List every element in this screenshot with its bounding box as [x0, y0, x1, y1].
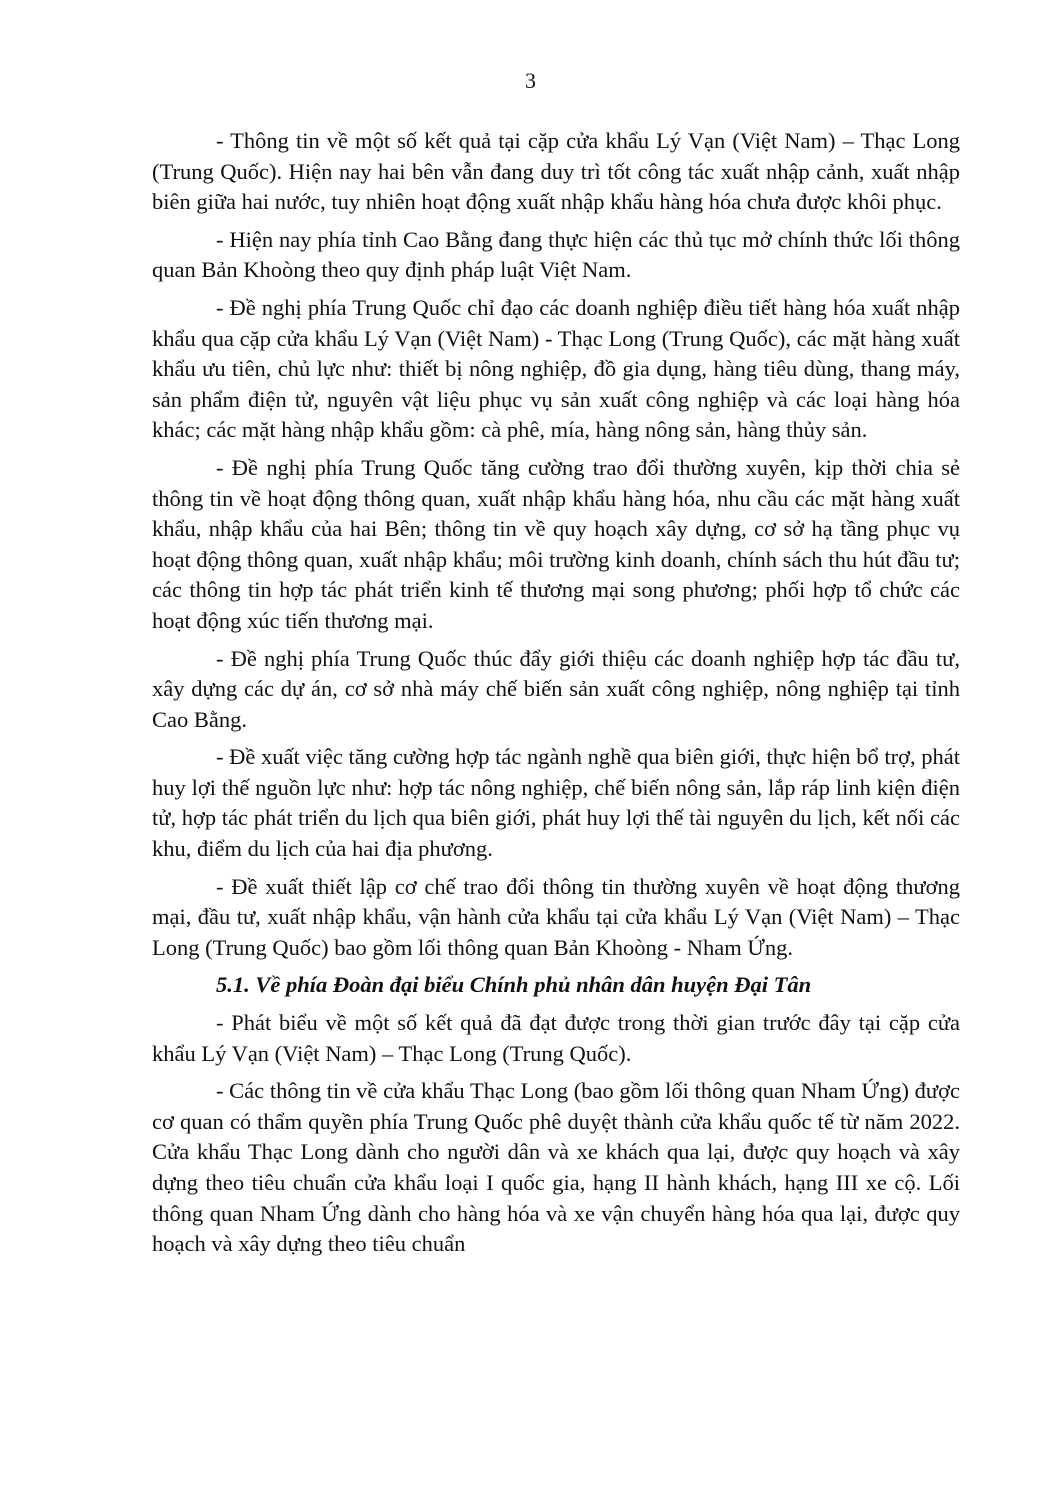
paragraph-cross-border-cooperation-proposal: - Đề xuất việc tăng cường hợp tác ngành nghề qua biên giới, thực hiện bổ trợ, phát huy lợi thế nguồn lực như: hợp tác nông nghiệp, chế biến nông sản, lắp ráp linh kiện điện tử, hợp tác phát triển du lịch qua biên giới, phát huy lợi thế tài nguyên du lịch, kết nối các khu, điểm du lịch của hai địa phương. — [152, 744, 960, 862]
paragraph-goods-regulation-request: - Đề nghị phía Trung Quốc chỉ đạo các doanh nghiệp điều tiết hàng hóa xuất nhập khẩu qua cặp cửa khẩu Lý Vạn (Việt Nam) - Thạc Long (Trung Quốc), các mặt hàng xuất khẩu ưu tiên, chủ lực như: thiết bị nông nghiệp, đồ gia dụng, hàng tiêu dùng, thang máy, sản phẩm điện tử, nguyên vật liệu phục vụ sản xuất công nghiệp và các loại hàng hóa khác; các mặt hàng nhập khẩu gồm: cà phê, mía, hàng nông sản, hàng thủy sản. — [152, 294, 960, 443]
paragraph-dai-tan-results: - Phát biểu về một số kết quả đã đạt được trong thời gian trước đây tại cặp cửa khẩu Lý Vạn (Việt Nam) – Thạc Long (Trung Quốc). — [152, 1010, 960, 1066]
paragraph-investment-promotion-request: - Đề nghị phía Trung Quốc thúc đẩy giới thiệu các doanh nghiệp hợp tác đầu tư, xây dựng các dự án, cơ sở nhà máy chế biến sản xuất công nghiệp, nông nghiệp tại tỉnh Cao Bằng. — [152, 645, 960, 732]
paragraph-information-mechanism-proposal: - Đề xuất thiết lập cơ chế trao đổi thông tin thường xuyên về hoạt động thương mại, đầu tư, xuất nhập khẩu, vận hành cửa khẩu tại cửa khẩu Lý Vạn (Việt Nam) – Thạc Long (Trung Quốc) bao gồm lối thông quan Bản Khoòng - Nham Ứng. — [152, 873, 960, 960]
paragraph-border-gate-results: - Thông tin về một số kết quả tại cặp cửa khẩu Lý Vạn (Việt Nam) – Thạc Long (Trung Quốc). Hiện nay hai bên vẫn đang duy trì tốt công tác xuất nhập cảnh, xuất nhập biên giữa hai nước, tuy nhiên hoạt động xuất nhập khẩu hàng hóa chưa được khôi phục. — [152, 128, 960, 215]
paragraph-ban-khoong-procedures: - Hiện nay phía tỉnh Cao Bằng đang thực hiện các thủ tục mở chính thức lối thông quan Bản Khoòng theo quy định pháp luật Việt Nam. — [152, 226, 960, 283]
paragraph-thac-long-gate-info: - Các thông tin về cửa khẩu Thạc Long (bao gồm lối thông quan Nham Ứng) được cơ quan có thẩm quyền phía Trung Quốc phê duyệt thành cửa khẩu quốc tế từ năm 2022. Cửa khẩu Thạc Long dành cho người dân và xe khách qua lại, được quy hoạch và xây dựng theo tiêu chuẩn cửa khẩu loại I quốc gia, hạng II hành khách, hạng III xe cộ. Lối thông quan Nham Ứng dành cho hàng hóa và xe vận chuyển hàng hóa qua lại, được quy hoạch và xây dựng theo tiêu chuẩn — [152, 1078, 960, 1257]
document-body — [152, 126, 960, 1267]
page-number: 3 — [525, 68, 536, 93]
paragraph-information-exchange-request: - Đề nghị phía Trung Quốc tăng cường trao đổi thường xuyên, kịp thời chia sẻ thông tin về hoạt động thông quan, xuất nhập khẩu hàng hóa, nhu cầu các mặt hàng xuất khẩu, nhập khẩu của hai Bên; thông tin về quy hoạch xây dựng, cơ sở hạ tầng phục vụ hoạt động thông quan, xuất nhập khẩu; môi trường kinh doanh, chính sách thu hút đầu tư; các thông tin hợp tác phát triển kinh tế thương mại song phương; phối hợp tổ chức các hoạt động xúc tiến thương mại. — [152, 454, 960, 633]
section-heading: 5.1. Về phía Đoàn đại biểu Chính phủ nhân dân huyện Đại Tân — [216, 972, 812, 998]
